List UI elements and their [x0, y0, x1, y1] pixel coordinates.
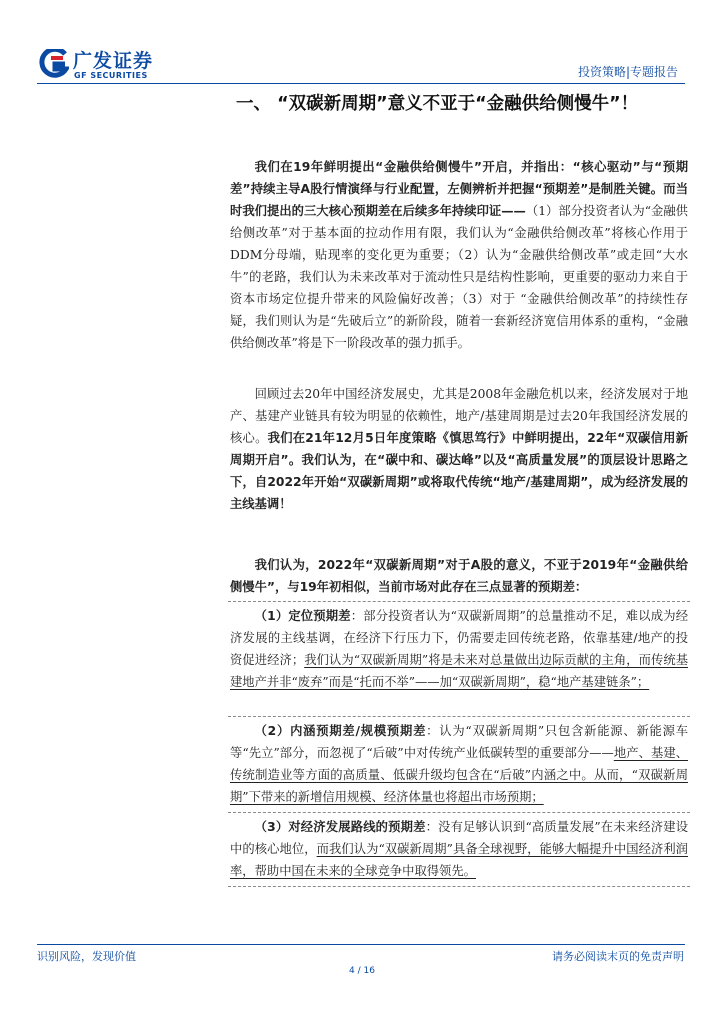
- footer-disclaimer: 请务必阅读末页的免责声明: [552, 950, 684, 963]
- item-3-number: （3）: [254, 820, 289, 834]
- item-2-number: （2）: [254, 724, 291, 738]
- item-1-title: 定位预期差: [288, 609, 351, 623]
- item-2-underlined: 地产、基建、传统制造业等方面的高质量、低碳升级均包含在“后破”内涵之中。从而，“双碳新周期”下带来的新增信用规模、经济体量也将超出市场预期；: [230, 746, 688, 804]
- expectation-gap-item-3: [230, 816, 688, 882]
- item-separator: [228, 812, 690, 813]
- item-2-text: ：认为“双碳新周期”只包含新能源、新能源车等“先立”部分，而忽视了“后破”中对传统产业低碳转型的重要部分——: [230, 724, 688, 760]
- section-heading: 一、 “双碳新周期”意义不亚于“金融供给侧慢牛”！: [236, 94, 639, 114]
- gf-logo-icon: [37, 49, 69, 81]
- paragraph-3-bold: 我们认为，2022年“双碳新周期”对于A股的意义，不亚于2019年“金融供给侧慢牛”，与19年初相似，当前市场对此存在三点显著的预期差：: [230, 558, 688, 594]
- footer-divider: [37, 944, 685, 945]
- paragraph-2: [230, 383, 688, 515]
- item-3-underlined: 而我们认为“双碳新周期”具备全球视野，能够大幅提升中国经济利润率，帮助中国在未来的全球竞争中取得领先。: [230, 842, 688, 878]
- report-type: 投资策略|专题报告: [577, 65, 678, 79]
- paragraph-3: [230, 554, 688, 598]
- item-2-title: 内涵预期差/规模预期差: [290, 724, 427, 738]
- paragraph-2-text: 回顾过去20年中国经济发展史，尤其是2008年金融危机以来，经济发展对于地产、基建产业链具有较为明显的依赖性，地产/基建周期是过去20年我国经济发展的核心。: [230, 387, 688, 445]
- expectation-gap-item-2: [230, 720, 688, 808]
- item-separator: [228, 601, 690, 602]
- item-1-number: （1）: [254, 609, 289, 623]
- logo-chinese-name: 广发证券: [73, 50, 154, 72]
- paragraph-1: [230, 156, 688, 354]
- item-3-title: 对经济发展路线的预期差: [288, 820, 426, 834]
- header-divider: [37, 83, 685, 84]
- logo-english-name: GF SECURITIES: [74, 71, 148, 80]
- footer-slogan: 识别风险，发现价值: [37, 950, 136, 963]
- paragraph-1-bold: 我们在19年鲜明提出“金融供给侧慢牛”开启，并指出：“核心驱动”与“预期差”持续主导A股行情演绎与行业配置，左侧辨析并把握“预期差”是制胜关键。而当时我们提出的三大核心预期差在后续多年持续印证——: [230, 160, 688, 218]
- item-1-underlined: 我们认为“双碳新周期”将是未来对总量做出边际贡献的主角，而传统基建地产并非“废弃”而是“托而不举”——加“双碳新周期”，稳“地产基建链条”；: [230, 653, 688, 689]
- item-separator: [228, 886, 690, 887]
- paragraph-1-text: （1）部分投资者认为“金融供给侧改革”对于基本面的拉动作用有限，我们认为“金融供给侧改革”将核心作用于DDM分母端，贴现率的变化更为重要；（2）认为“金融供给侧改革”或走回“大水牛”的老路，我们认为未来改革对于流动性只是结构性影响，更重要的驱动力来自于资本市场定位提升带来的风险偏好改善；（3）对于 “金融供给侧改革”的持续性存疑，我们则认为是“先破后立”的新阶段，随着一套新经济宽信用体系的重构，“金融供给侧改革”将是下一阶段改革的强力抓手。: [230, 204, 688, 350]
- item-separator: [228, 716, 690, 717]
- company-logo: [37, 46, 167, 86]
- expectation-gap-item-1: [230, 605, 688, 693]
- page-number: 4 / 16: [349, 966, 375, 976]
- item-1-text: ：部分投资者认为“双碳新周期”的总量推动不足，难以成为经济发展的主线基调，在经济下行压力下，仍需要走回传统老路，依靠基建/地产的投资促进经济；: [230, 609, 689, 667]
- item-3-text: ：没有足够认识到“高质量发展”在未来经济建设中的核心地位，: [230, 820, 688, 856]
- paragraph-2-bold: 我们在21年12月5日年度策略《慎思笃行》中鲜明提出，22年“双碳信用新周期开启”。我们认为，在“碳中和、碳达峰”以及“高质量发展”的顶层设计思路之下，自2022年开始“双碳新周期”或将取代传统“地产/基建周期”，成为经济发展的主线基调！: [230, 431, 688, 511]
